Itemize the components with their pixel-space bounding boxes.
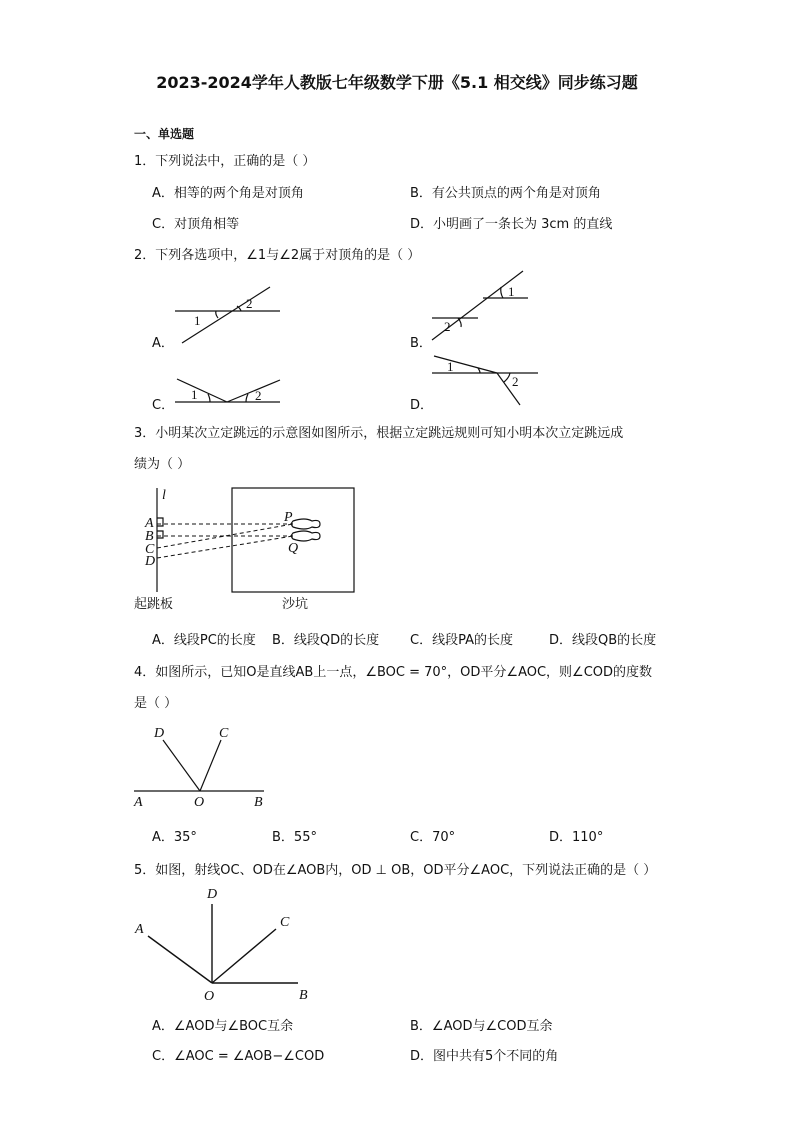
- q4-option-d: D．110°: [549, 830, 604, 845]
- page-title: 2023-2024学年人教版七年级数学下册《5.1 相交线》同步练习题: [156, 73, 638, 92]
- q2-letter-a: A．: [152, 336, 174, 351]
- q2c-label-1: 1: [191, 387, 198, 402]
- q4-label-c: C: [219, 726, 229, 741]
- q5-option-d: D．图中共有5个不同的角: [410, 1049, 559, 1064]
- q4-option-c: C．70°: [410, 830, 456, 845]
- q2b-label-2: 2: [444, 319, 451, 334]
- section-heading: 一、单选题: [134, 127, 195, 141]
- q2-stem: 2．下列各选项中，∠1与∠2属于对顶角的是（ ）: [134, 248, 421, 263]
- q3-label-pit: 沙坑: [282, 596, 309, 611]
- q3-label-p: P: [284, 510, 293, 525]
- q1-option-c: C．对顶角相等: [152, 217, 240, 232]
- q4-option-b: B．55°: [272, 830, 317, 845]
- q3-stem-line1: 3．小明某次立定跳远的示意图如图所示，根据立定跳远规则可知小明本次立定跳远成: [134, 426, 624, 441]
- q3-label-q: Q: [288, 541, 299, 556]
- q2d-label-1: 1: [447, 359, 454, 374]
- q5-option-c: C．∠AOC = ∠AOB−∠COD: [152, 1049, 325, 1064]
- q2-letter-d: D．: [410, 398, 434, 413]
- q4-stem-line2: 是（ ）: [134, 696, 178, 711]
- q2a-label-1: 1: [194, 313, 201, 328]
- q5-ray-oa: [148, 936, 212, 983]
- q1-option-b: B．有公共顶点的两个角是对顶角: [410, 186, 601, 201]
- q5-label-c: C: [280, 915, 290, 930]
- q4-stem-line1: 4．如图所示，已知O是直线AB上一点，∠BOC = 70°，OD平分∠AOC，则∠COD的度数: [134, 665, 653, 680]
- q5-ray-oc: [212, 929, 276, 983]
- q4-label-a: A: [134, 795, 143, 810]
- q3-label-c: C: [145, 542, 155, 557]
- q3-option-b: B．线段QD的长度: [272, 633, 380, 648]
- q3-label-b: B: [145, 529, 154, 544]
- q5-label-b: B: [299, 988, 308, 1003]
- q3-option-d: D．线段QB的长度: [549, 633, 657, 648]
- q5-option-a: A．∠AOD与∠BOC互余: [152, 1019, 294, 1034]
- q5-label-o: O: [204, 989, 215, 1004]
- q2b-label-1: 1: [508, 284, 515, 299]
- q5-label-d: D: [207, 887, 218, 902]
- q3-label-board: 起跳板: [134, 596, 174, 611]
- q1-option-a: A．相等的两个角是对顶角: [152, 186, 304, 201]
- q3-label-d: D: [145, 554, 156, 569]
- q3-option-a: A．线段PC的长度: [152, 633, 256, 648]
- q4-label-o: O: [194, 795, 205, 810]
- q2c-label-2: 2: [255, 388, 262, 403]
- q1-stem: 1．下列说法中，正确的是（ ）: [134, 154, 316, 169]
- q4-option-a: A．35°: [152, 830, 197, 845]
- q3-label-l: l: [162, 488, 166, 503]
- q2d-label-2: 2: [512, 374, 519, 389]
- q5-option-b: B．∠AOD与∠COD互余: [410, 1019, 553, 1034]
- q3-stem-line2: 绩为（ ）: [134, 457, 191, 472]
- q5-label-a: A: [135, 922, 144, 937]
- q1-option-d: D．小明画了一条长为 3cm 的直线: [410, 217, 613, 232]
- q2-letter-c: C．: [152, 398, 175, 413]
- q4-label-d: D: [154, 726, 165, 741]
- q3-label-a: A: [145, 516, 154, 531]
- q2-letter-b: B．: [410, 336, 432, 351]
- q2a-label-2: 2: [246, 296, 253, 311]
- q3-option-c: C．线段PA的长度: [410, 633, 513, 648]
- q4-label-b: B: [254, 795, 263, 810]
- q5-stem: 5．如图，射线OC、OD在∠AOB内，OD ⊥ OB，OD平分∠AOC，下列说法正确的是（ ）: [134, 863, 657, 878]
